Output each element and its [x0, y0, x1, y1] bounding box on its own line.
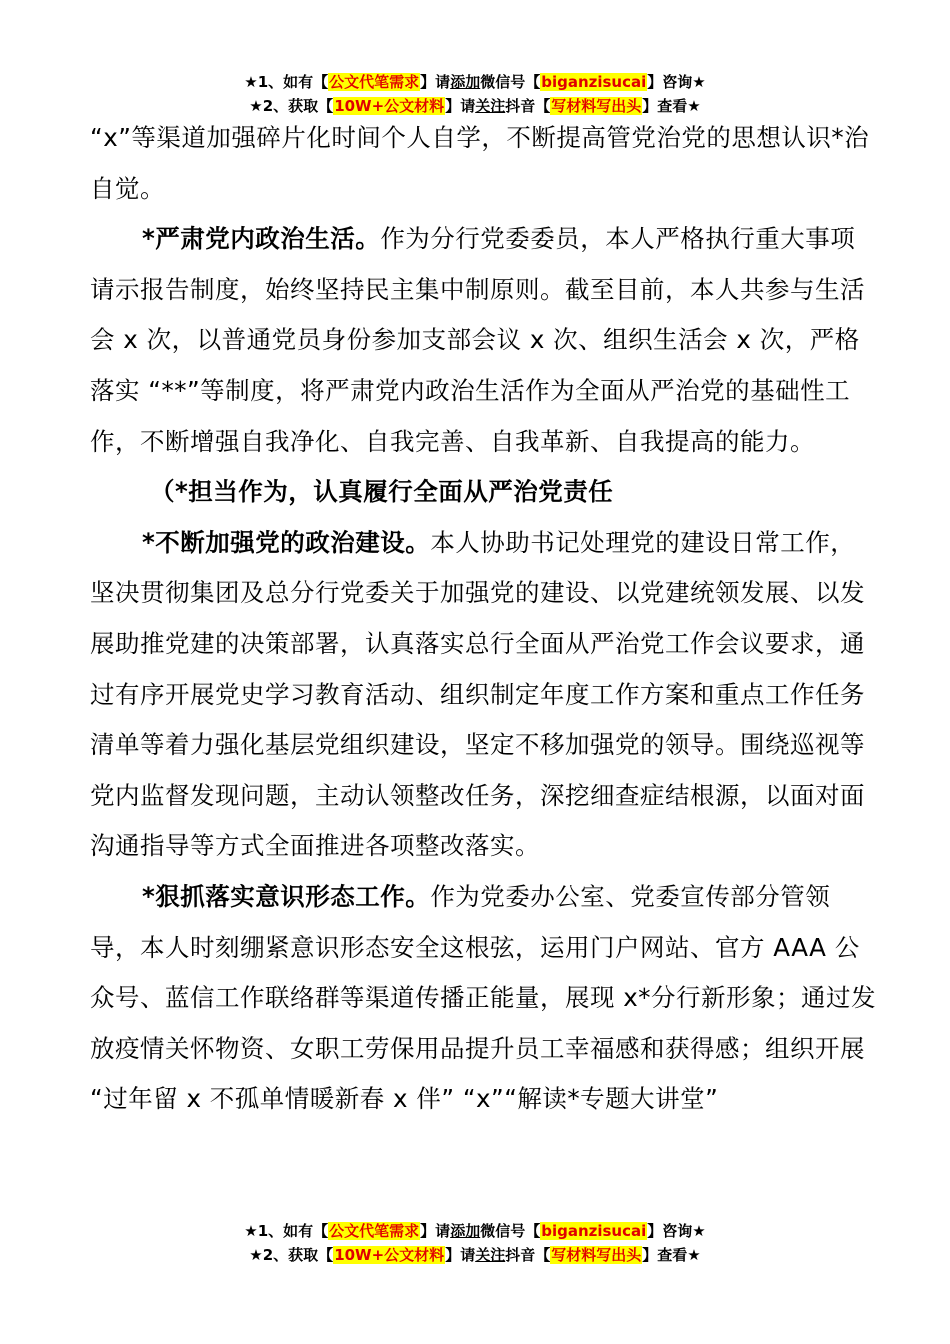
footer-banner: [0, 1219, 950, 1267]
banner-text: 抖音【: [505, 1246, 551, 1264]
highlight-wechat-id: biganzisucai: [541, 73, 647, 91]
banner-text: ★1、如有【: [244, 1222, 329, 1240]
highlight-douyin-account: 写材料写出头: [551, 1246, 642, 1264]
header-banner: [0, 70, 950, 118]
banner-text: 】请: [420, 73, 451, 91]
banner-line-2: [0, 1243, 950, 1267]
document-body: [90, 113, 880, 1125]
paragraph-ideology-work: [90, 872, 880, 1125]
paragraph-continued: “x”等渠道加强碎片化时间个人自学，不断提高管党治党的思想认识*治自觉。: [90, 123, 870, 203]
banner-text: 】请: [445, 97, 476, 115]
banner-text: 】咨询★: [647, 1222, 706, 1240]
highlight-douyin-account: 写材料写出头: [551, 97, 642, 115]
paragraph-lead: *狠抓落实意识形态工作。: [142, 881, 431, 911]
banner-text: 】查看★: [642, 97, 701, 115]
paragraph-text: 作为分行党委委员，本人严格执行重大事项请示报告制度，始终坚持民主集中制原则。截至目前，本人共参与生活会 x 次，以普通党员身份参加支部会议 x 次、组织生活会 x 次，严格落实 “**”等制度，将严肃党内政治生活作为全面从严治党的基础性工作，不断增强自我净化、自我完善、自我革新、自我提高的能力。: [90, 224, 865, 456]
banner-text: ★1、如有【: [244, 73, 329, 91]
highlight-materials: 10W+公文材料: [334, 97, 445, 115]
banner-text: 关注: [475, 97, 506, 115]
highlight-materials: 10W+公文材料: [334, 1246, 445, 1264]
paragraph-lead: *严肃党内政治生活。: [142, 224, 381, 254]
banner-text: 】咨询★: [647, 73, 706, 91]
banner-text: 关注: [475, 1246, 506, 1264]
banner-text: 】查看★: [642, 1246, 701, 1264]
banner-text: 微信号【: [480, 1222, 541, 1240]
highlight-wechat-id: biganzisucai: [541, 1222, 647, 1240]
paragraph-lead: *不断加强党的政治建设。: [142, 527, 431, 557]
highlight-service: 公文代笔需求: [329, 1222, 420, 1240]
banner-text: 】请: [445, 1246, 476, 1264]
banner-text: 添加: [450, 73, 481, 91]
banner-text: 抖音【: [505, 97, 551, 115]
paragraph-political-building: [90, 518, 880, 872]
banner-text: ★2、获取【: [249, 1246, 334, 1264]
paragraph-text: 作为党委办公室、党委宣传部分管领导，本人时刻绷紧意识形态安全这根弦，运用门户网站、官方 AAA 公众号、蓝信工作联络群等渠道传播正能量，展现 x*分行新形象；通过发放疫情关怀物资、女职工劳保用品提升员工幸福感和获得感；组织开展 “过年留 x 不孤单情暖新春 x 伴” “x”“解读*专题大讲堂”: [90, 881, 877, 1114]
paragraph-text: 本人协助书记处理党的建设日常工作，坚决贯彻集团及总分行党委关于加强党的建设、以党建统领发展、以发展助推党建的决策部署，认真落实总行全面从严治党工作会议要求，通过有序开展党史学习教育活动、组织制定年度工作方案和重点工作任务清单等着力强化基层党组织建设，坚定不移加强党的领导。围绕巡视等党内监督发现问题，主动认领整改任务，深挖细查症结根源，以面对面沟通指导等方式全面推进各项整改落实。: [90, 527, 865, 861]
banner-text: ★2、获取【: [249, 97, 334, 115]
section-heading: （*担当作为，认真履行全面从严治党责任: [150, 477, 614, 507]
banner-text: 添加: [450, 1222, 481, 1240]
banner-text: 】请: [420, 1222, 451, 1240]
highlight-service: 公文代笔需求: [329, 73, 420, 91]
banner-text: 微信号【: [480, 73, 541, 91]
banner-line-1: [0, 70, 950, 94]
paragraph-political-life: [90, 214, 880, 467]
banner-line-1: [0, 1219, 950, 1243]
